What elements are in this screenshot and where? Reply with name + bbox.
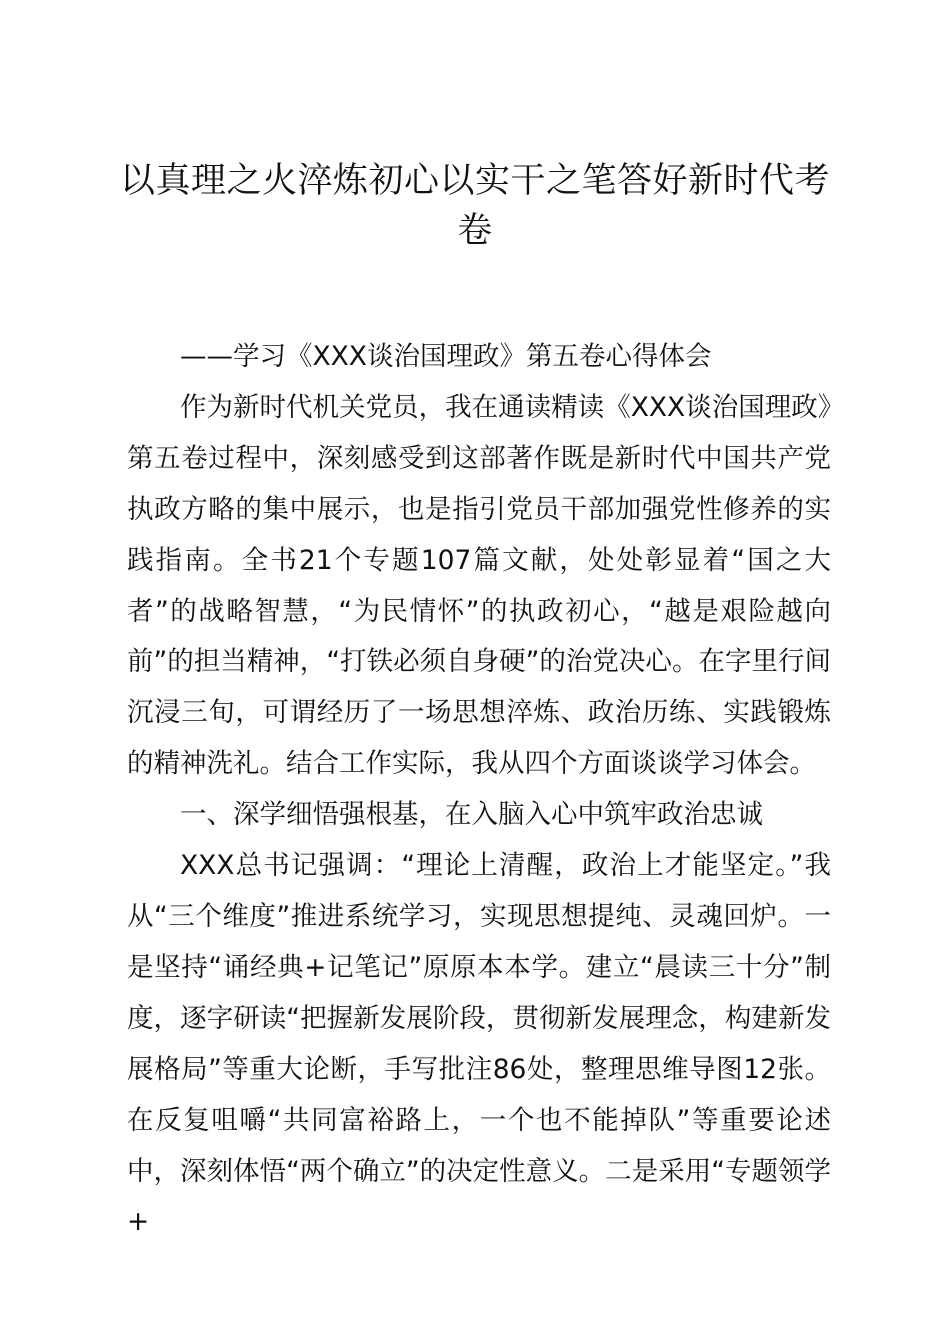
document-body (127, 332, 831, 1248)
document-title: 以真理之火淬炼初心以实干之笔答好新时代考卷 (119, 161, 830, 251)
section-paragraph: XXX总书记强调：“理论上清醒，政治上才能坚定。”我从“三个维度”推进系统学习，实现思想提纯、灵魂回炉。一是坚持“诵经典+记笔记”原原本本学。建立“晨读三十分”制度，逐字研读“把握新发展阶段，贯彻新发展理念，构建新发展格局”等重大论断，手写批注86处，整理思维导图12张。在反复咀嚼“共同富裕路上，一个也不能掉队”等重要论述中，深刻体悟“两个确立”的决定性意义。二是采用“专题领学+ (127, 850, 831, 1238)
intro-paragraph: 作为新时代机关党员，我在通读精读《XXX谈治国理政》第五卷过程中，深刻感受到这部著作既是新时代中国共产党执政方略的集中展示，也是指引党员干部加强党性修养的实践指南。全书21个专题107篇文献，处处彰显着“国之大者”的战略智慧，“为民情怀”的执政初心，“越是艰险越向前”的担当精神，“打铁必须自身硬”的治党决心。在字里行间沉浸三旬，可谓经历了一场思想淬炼、政治历练、实践锻炼的精神洗礼。结合工作实际，我从四个方面谈谈学习体会。 (127, 391, 831, 780)
document-subtitle: ——学习《XXX谈治国理政》第五卷心得体会 (180, 341, 712, 372)
section-heading: 一、深学细悟强根基，在入脑入心中筑牢政治忠诚 (180, 799, 763, 831)
